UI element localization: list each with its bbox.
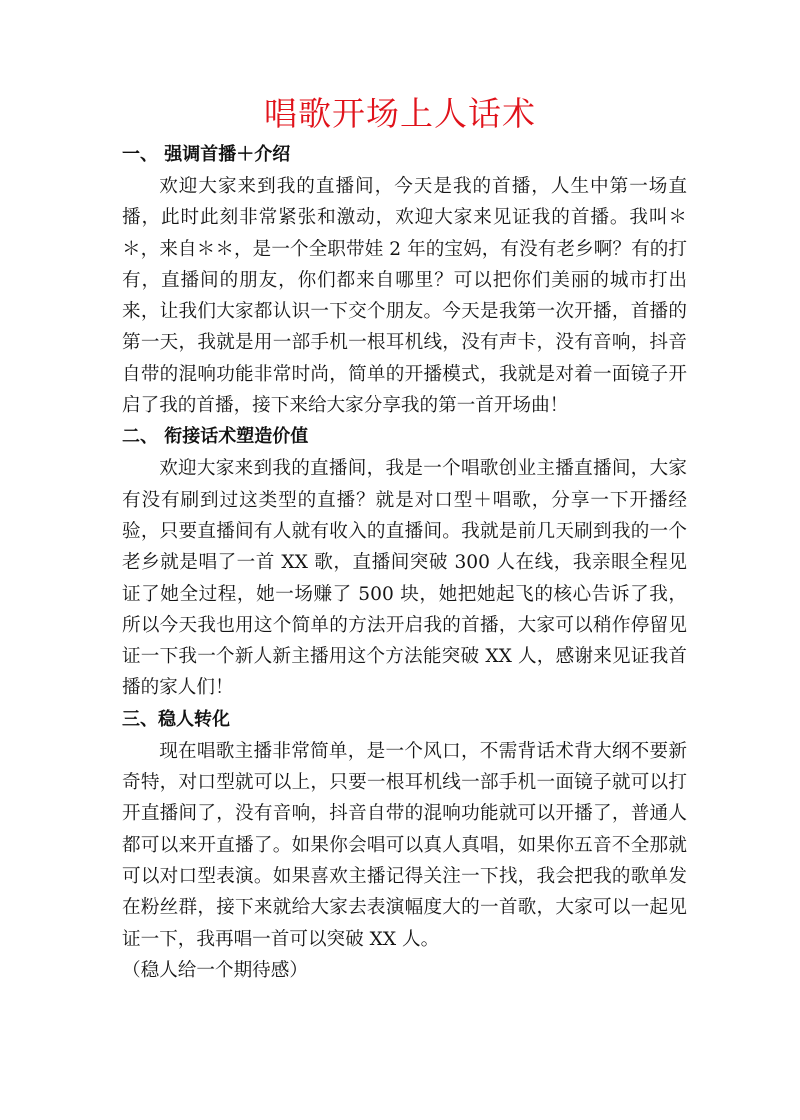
section-heading: 一、 强调首播＋介绍	[122, 144, 291, 165]
section-note: （稳人给一个期待感）	[122, 959, 308, 981]
document-body	[122, 139, 687, 986]
section-paragraph: 欢迎大家来到我的直播间，今天是我的首播，人生中第一场直播，此时此刻非常紧张和激动，欢迎大家来见证我的首播。我叫＊＊，来自＊＊，是一个全职带娃 2 年的宝妈，有没有老乡啊？有的打有，直播间的朋友，你们都来自哪里？可以把你们美丽的城市打出来，让我们大家都认识一下交个朋友。今天是我第一次开播，首播的第一天，我就是用一部手机一根耳机线，没有声卡，没有音响，抖音自带的混响功能非常时尚，简单的开播模式，我就是对着一面镜子开启了我的首播，接下来给大家分享我的第一首开场曲！	[122, 176, 687, 417]
section-paragraph: 欢迎大家来到我的直播间，我是一个唱歌创业主播直播间，大家有没有刷到过这类型的直播？就是对口型＋唱歌，分享一下开播经验，只要直播间有人就有收入的直播间。我就是前几天刷到我的一个老乡就是唱了一首 XX 歌，直播间突破 300 人在线，我亲眼全程见证了她全过程，她一场赚了 500 块，她把她起飞的核心告诉了我，所以今天我也用这个简单的方法开启我的首播，大家可以稍作停留见证一下我一个新人新主播用这个方法能突破 XX 人，感谢来见证我首播的家人们！	[122, 458, 687, 699]
section-1	[122, 139, 687, 421]
section-heading: 二、 衔接话术塑造价值	[122, 426, 309, 448]
section-2	[122, 421, 687, 703]
section-paragraph: 现在唱歌主播非常简单，是一个风口，不需背话术背大纲不要新奇特，对口型就可以上，只要一根耳机线一部手机一面镜子就可以打开直播间了，没有音响，抖音自带的混响功能就可以开播了，普通人都可以来开直播了。如果你会唱可以真人真唱，如果你五音不全那就可以对口型表演。如果喜欢主播记得关注一下找，我会把我的歌单发在粉丝群，接下来就给大家去表演幅度大的一首歌，大家可以一起见证一下，我再唱一首可以突破 XX 人。	[122, 740, 687, 950]
section-heading: 三、稳人转化	[122, 708, 230, 730]
section-3	[122, 704, 687, 986]
page-title: 唱歌开场上人话术	[264, 94, 536, 133]
